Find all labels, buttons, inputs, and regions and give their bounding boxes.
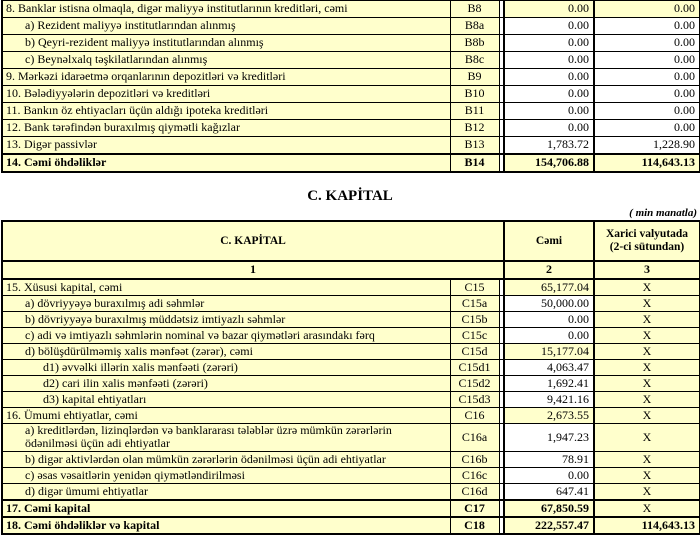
- row-total-value: 0.00: [504, 52, 594, 69]
- row-label: 11. Bankın öz ehtiyacları üçün aldığı ipoteka kreditləri: [2, 103, 450, 120]
- row-label: d1) əvvəlki illərin xalis mənfəəti (zərəri): [2, 360, 450, 376]
- row-code: B12: [450, 120, 499, 137]
- table-row: [2, 467, 700, 483]
- unit-note: ( min manatla): [629, 207, 697, 219]
- row-label: 14. Cəmi öhdəliklər: [2, 154, 450, 172]
- row-foreign-value: X: [594, 424, 700, 452]
- row-total-value: 0.00: [504, 328, 594, 344]
- table-row: [2, 86, 700, 103]
- column-number-1: 1: [2, 261, 504, 279]
- row-label: c) Beynəlxalq təşkilatlarından alınmış: [2, 52, 450, 69]
- column-number-2: 2: [504, 261, 594, 279]
- table-row: [2, 392, 700, 408]
- row-code: C15d1: [450, 360, 499, 376]
- row-total-value: 2,673.55: [504, 408, 594, 424]
- row-code: C15b: [450, 312, 499, 328]
- row-total-value: 0.00: [504, 312, 594, 328]
- header-total-column: Cəmi: [504, 221, 594, 261]
- row-label: c) əsas vəsaitlərin yenidən qiymətləndirilməsi: [2, 467, 450, 483]
- row-label: 16. Ümumi ehtiyatlar, cəmi: [2, 408, 450, 424]
- table-row: [2, 1, 700, 18]
- row-total-value: 9,421.16: [504, 392, 594, 408]
- row-code: C16a: [450, 424, 499, 452]
- row-foreign-value: 114,643.13: [594, 154, 700, 172]
- row-label: 12. Bank tərəfindən buraxılmış qiymətli kağızlar: [2, 120, 450, 137]
- row-code: C16d: [450, 483, 499, 500]
- table-row: [2, 408, 700, 424]
- liabilities-table: [1, 0, 700, 173]
- row-foreign-value: 0.00: [594, 120, 700, 137]
- row-total-value: 1,692.41: [504, 376, 594, 392]
- row-label: b) dövriyyəyə buraxılmış müddətsiz imtiyazlı səhmlər: [2, 312, 450, 328]
- table-row: [2, 103, 700, 120]
- row-code: C16c: [450, 467, 499, 483]
- row-foreign-value: 1,228.90: [594, 137, 700, 155]
- table-row: [2, 483, 700, 500]
- row-total-value: 0.00: [504, 120, 594, 137]
- row-label: a) Rezident maliyyə institutlarından alınmış: [2, 18, 450, 35]
- table-row: [2, 296, 700, 312]
- row-label: 10. Bələdiyyələrin depozitləri və kreditləri: [2, 86, 450, 103]
- row-total-value: 0.00: [504, 86, 594, 103]
- table-row: [2, 328, 700, 344]
- table-row: [2, 312, 700, 328]
- row-code: B9: [450, 69, 499, 86]
- row-foreign-value: X: [594, 360, 700, 376]
- table-row-total-capital: [2, 500, 700, 517]
- row-total-value: 65,177.04: [504, 279, 594, 296]
- row-foreign-value: 0.00: [594, 35, 700, 52]
- row-code: C15d3: [450, 392, 499, 408]
- capital-table: [1, 220, 700, 535]
- row-code: C15d2: [450, 376, 499, 392]
- table-row: [2, 451, 700, 467]
- row-code: C15d: [450, 344, 499, 360]
- row-code: B8c: [450, 52, 499, 69]
- column-number-3: 3: [594, 261, 700, 279]
- row-foreign-value: X: [594, 451, 700, 467]
- column-numbers-row: [2, 261, 700, 279]
- table-row: [2, 360, 700, 376]
- row-total-value: 222,557.47: [504, 517, 594, 534]
- row-foreign-value: 0.00: [594, 86, 700, 103]
- table-row: [2, 120, 700, 137]
- row-total-value: 0.00: [504, 69, 594, 86]
- table-row: [2, 279, 700, 296]
- table-row-total-liabilities-and-capital: [2, 517, 700, 534]
- row-foreign-value: X: [594, 344, 700, 360]
- row-total-value: 4,063.47: [504, 360, 594, 376]
- table-row: [2, 376, 700, 392]
- row-label: b) digər aktivlərdən olan mümkün zərərlərin ödənilməsi üçün adi ehtiyatlar: [2, 451, 450, 467]
- row-label: b) Qeyri-rezident maliyyə institutlarından alınmış: [2, 35, 450, 52]
- row-label: 17. Cəmi kapital: [2, 500, 450, 517]
- header-foreign-column: Xarici valyutada (2-ci sütundan): [594, 221, 700, 261]
- row-code: B10: [450, 86, 499, 103]
- row-label: 13. Digər passivlər: [2, 137, 450, 155]
- row-foreign-value: X: [594, 328, 700, 344]
- row-code: B11: [450, 103, 499, 120]
- row-total-value: 0.00: [504, 467, 594, 483]
- row-code: B8a: [450, 18, 499, 35]
- capital-header-row: [2, 221, 700, 261]
- row-code: C16: [450, 408, 499, 424]
- row-label: 8. Banklar istisna olmaqla, digər maliyyə institutlarının kreditləri, cəmi: [2, 1, 450, 18]
- table-row: [2, 18, 700, 35]
- row-foreign-value: X: [594, 500, 700, 517]
- row-total-value: 0.00: [504, 35, 594, 52]
- row-total-value: 15,177.04: [504, 344, 594, 360]
- row-label: d) digər ümumi ehtiyatlar: [2, 483, 450, 500]
- table-row: [2, 424, 700, 452]
- header-name-column: C. KAPİTAL: [2, 221, 504, 261]
- row-foreign-value: 0.00: [594, 1, 700, 18]
- row-code: C16b: [450, 451, 499, 467]
- row-foreign-value: X: [594, 279, 700, 296]
- row-foreign-value: X: [594, 483, 700, 500]
- row-total-value: 1,783.72: [504, 137, 594, 155]
- capital-section-title: C. KAPİTAL: [307, 188, 393, 204]
- row-foreign-value: X: [594, 312, 700, 328]
- row-total-value: 50,000.00: [504, 296, 594, 312]
- row-foreign-value: X: [594, 467, 700, 483]
- row-code: C15: [450, 279, 499, 296]
- row-code: C15a: [450, 296, 499, 312]
- row-total-value: 647.41: [504, 483, 594, 500]
- row-foreign-value: X: [594, 392, 700, 408]
- table-row-total-liabilities: [2, 154, 700, 172]
- row-label: a) kreditlərdən, lizinqlərdən və banklararası tələblər üzrə mümkün zərərlərin ödənilməsi üçün adi ehtiyatlar: [2, 424, 450, 452]
- row-foreign-value: X: [594, 376, 700, 392]
- row-label: d) bölüşdürülməmiş xalis mənfəət (zərər), cəmi: [2, 344, 450, 360]
- row-code: B8: [450, 1, 499, 18]
- row-foreign-value: 0.00: [594, 52, 700, 69]
- row-foreign-value: X: [594, 408, 700, 424]
- row-total-value: 67,850.59: [504, 500, 594, 517]
- row-label: 15. Xüsusi kapital, cəmi: [2, 279, 450, 296]
- row-label: 9. Mərkəzi idarəetmə orqanlarının depozitləri və kreditləri: [2, 69, 450, 86]
- row-label: d3) kapital ehtiyatları: [2, 392, 450, 408]
- row-foreign-value: 0.00: [594, 18, 700, 35]
- row-total-value: 0.00: [504, 18, 594, 35]
- row-label: d2) cari ilin xalis mənfəəti (zərəri): [2, 376, 450, 392]
- table-row: [2, 344, 700, 360]
- row-label: 18. Cəmi öhdəliklər və kapital: [2, 517, 450, 534]
- table-row: [2, 35, 700, 52]
- table-row: [2, 69, 700, 86]
- row-code: C15c: [450, 328, 499, 344]
- row-code: B8b: [450, 35, 499, 52]
- row-code: B14: [450, 154, 499, 172]
- table-row: [2, 52, 700, 69]
- row-code: C17: [450, 500, 499, 517]
- row-label: a) dövriyyəyə buraxılmış adi səhmlər: [2, 296, 450, 312]
- row-total-value: 0.00: [504, 1, 594, 18]
- row-label: c) adi və imtiyazlı səhmlərin nominal və bazar qiymətləri arasındakı fərq: [2, 328, 450, 344]
- row-total-value: 154,706.88: [504, 154, 594, 172]
- row-code: C18: [450, 517, 499, 534]
- row-total-value: 78.91: [504, 451, 594, 467]
- row-foreign-value: 0.00: [594, 69, 700, 86]
- row-foreign-value: 114,643.13: [594, 517, 700, 534]
- row-code: B13: [450, 137, 499, 155]
- row-total-value: 0.00: [504, 103, 594, 120]
- row-foreign-value: X: [594, 296, 700, 312]
- row-total-value: 1,947.23: [504, 424, 594, 452]
- row-foreign-value: 0.00: [594, 103, 700, 120]
- table-row: [2, 137, 700, 155]
